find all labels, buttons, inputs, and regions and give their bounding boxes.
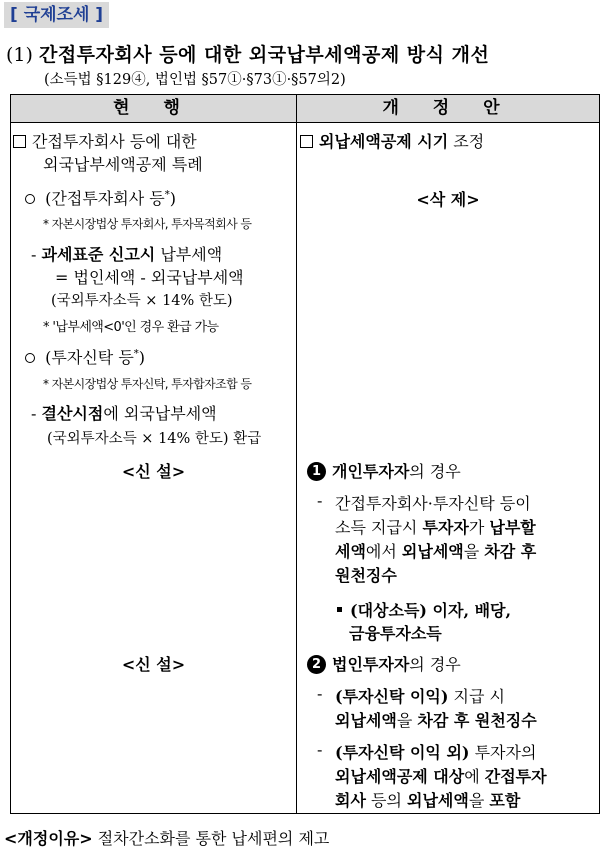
revised-corp2-dash: - — [317, 740, 323, 759]
section-tag: [ 국제조세 ] — [4, 2, 109, 28]
document-title — [6, 40, 489, 67]
revised-corp1-line2: 외납세액을 차감 후 원천징수 — [335, 711, 537, 730]
current-refund-note: * '납부세액<0'인 경우 환급 가능 — [43, 320, 219, 335]
revised-target-line2: 금융투자소득 — [349, 624, 442, 643]
current-item1-note: * 자본시장법상 투자회사, 투자목적회사 등 — [43, 217, 252, 231]
revised-target-line1: (대상소득) 이자, 배당, — [337, 598, 511, 621]
revised-corp2-line2: 외납세액공제 대상에 간접투자 — [335, 767, 547, 786]
revised-ind-line4: 원천징수 — [335, 566, 397, 585]
current-settlement: - 결산시점에 외국납부세액 — [31, 404, 217, 423]
revised-corp1-dash: - — [317, 684, 323, 703]
current-new-2: <신 설> — [121, 655, 186, 674]
circle-bullet-icon — [25, 353, 35, 363]
current-formula: = 법인세액 - 외국납부세액 — [55, 268, 244, 287]
number-2-icon: 2 — [307, 655, 326, 674]
revised-corp1-line1: (투자신탁 이익) 지급 시 — [335, 687, 505, 706]
current-item1: (간접투자회사 등*) — [25, 186, 176, 209]
current-new-1: <신 설> — [121, 462, 186, 481]
square-bullet-icon — [337, 607, 342, 612]
revised-corp2-line3: 회사 등의 외납세액을 포함 — [335, 791, 521, 810]
header-current: 현 행 — [113, 98, 194, 118]
revision-reason — [4, 826, 329, 849]
circle-bullet-icon — [25, 194, 35, 204]
revised-deleted: <삭 제> — [416, 190, 480, 209]
revision-reason-text: 절차간소화를 통한 납세편의 제고 — [92, 829, 330, 848]
current-item2: (투자신탁 등*) — [25, 345, 145, 368]
checkbox-icon — [300, 135, 313, 148]
current-heading-line1: 간접투자회사 등에 대한 — [13, 129, 197, 152]
revised-ind-dash: - — [317, 491, 323, 510]
revised-corporate-heading: 2 법인투자자의 경우 — [307, 652, 461, 675]
current-limit1: (국외투자소득 × 14% 한도) — [51, 293, 233, 309]
revised-ind-line2: 소득 지급시 투자자가 납부할 — [335, 518, 536, 537]
comparison-table — [10, 94, 600, 814]
law-reference: (소득법 §129④, 법인법 §57①·§73①·§57의2) — [44, 72, 346, 88]
title-text: 간접투자회사 등에 대한 외국납부세액공제 방식 개선 — [38, 44, 490, 66]
revised-ind-line3: 세액에서 외납세액을 차감 후 — [335, 542, 537, 561]
number-1-icon: 1 — [307, 462, 326, 481]
current-limit2: (국외투자소득 × 14% 한도) 환급 — [47, 431, 262, 447]
table-header-row — [11, 95, 599, 123]
revised-heading: 외납세액공제 시기 조정 — [300, 129, 484, 152]
current-heading-line2: 외국납부세액공제 특례 — [43, 155, 203, 174]
revised-individual-heading: 1 개인투자자의 경우 — [307, 459, 461, 482]
current-item2-note: * 자본시장법상 투자신탁, 투자합자조합 등 — [43, 377, 252, 391]
revision-reason-label: <개정이유> — [4, 829, 93, 848]
revised-corp2-line1: (투자신탁 이익 외) 투자자의 — [335, 743, 537, 762]
header-revised: 개 정 안 — [382, 98, 514, 118]
revised-ind-line1: 간접투자회사·투자신탁 등이 — [335, 494, 531, 513]
title-number: (1) — [6, 44, 33, 66]
checkbox-icon — [13, 135, 26, 148]
current-tax-base: - 과세표준 신고시 납부세액 — [31, 245, 223, 264]
